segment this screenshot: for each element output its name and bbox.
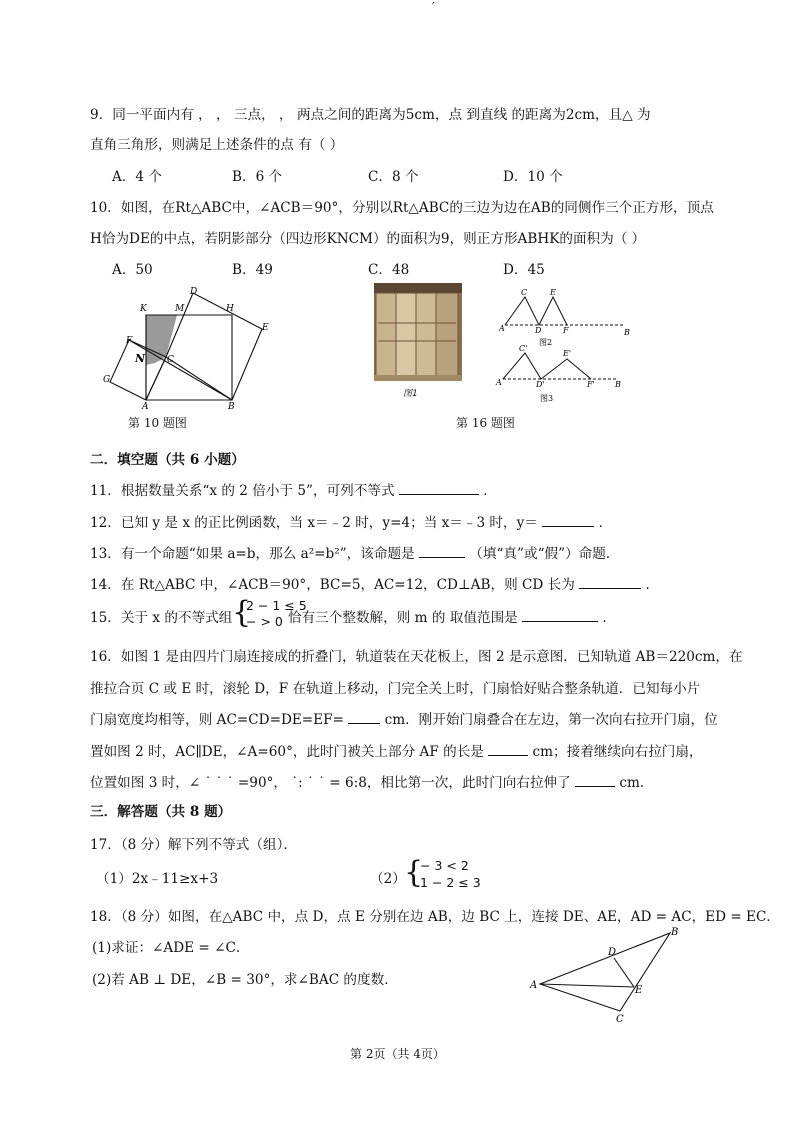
- fig10-label-e: E: [262, 323, 269, 333]
- q10-option-a: A．50: [112, 262, 153, 278]
- q17-row2: 1 − 2 ≤ 3: [420, 875, 481, 890]
- fig18-line-ae: [540, 984, 634, 987]
- q16-line5a: 位置如图 3 时，∠ ˙ ˙ ˙ =90°， ˙: ˙ ˙ = 6:8，相比第一次，此时门向右拉伸了: [90, 775, 571, 791]
- q15-answer-blank[interactable]: [522, 607, 598, 622]
- fig18-triangle-abc: [540, 933, 670, 1011]
- fig16-fig2-label-e: E: [550, 288, 556, 297]
- fig16-fig2-label-c: C: [521, 288, 528, 297]
- q17-text: 17．（8 分）解下列不等式（组）．: [90, 837, 297, 853]
- fig10-line-fn: [129, 340, 232, 400]
- fig16-fig3-label-f: F': [587, 380, 595, 389]
- page-footer: 第 2页（共 4页）: [350, 1047, 445, 1061]
- section2-heading: 二．填空题（共 6 小题）: [90, 452, 245, 468]
- fig18-label-b: B: [671, 927, 679, 938]
- q18-part1: (1)求证：∠ADE = ∠C．: [92, 940, 250, 956]
- q10-line2: H恰为DE的中点，若阴影部分（四边形KNCM）的面积为9，则正方形ABHK的面积为（ ）: [90, 231, 646, 247]
- q10-line1: 10．如图，在Rt△ABC中，∠ACB＝90°，分别以Rt△ABC的三边为边在AB的同侧作三个正方形，顶点: [90, 200, 714, 216]
- fig10-label-n: N: [135, 352, 146, 365]
- q17-part1: （1）2x﹣11≥x+3: [96, 871, 219, 887]
- q14-answer-blank[interactable]: [579, 574, 641, 589]
- fig10-label-g: G: [103, 375, 111, 385]
- q17-row1: − 3 < 2: [420, 858, 469, 873]
- q15-text: 15．关于 x 的不等式组: [90, 610, 233, 626]
- header-mark: ′: [432, 0, 435, 14]
- fig16-fig3-label-c: C': [519, 344, 528, 353]
- q18-text: 18．（8 分）如图，在△ABC 中，点 D，点 E 分别在边 AB，边 BC 上，连接 DE、AE，AD = AC，ED = EC．: [90, 909, 780, 925]
- fig16-diagram2: [495, 285, 635, 347]
- fig10-diagram: [95, 285, 275, 410]
- fig18-label-e: E: [635, 985, 643, 996]
- q9-option-a: A．4 个: [112, 169, 162, 185]
- q11-text: 11．根据数量关系“x 的 2 倍小于 5”，可列不等式: [90, 483, 395, 499]
- q16-line4: [90, 740, 703, 760]
- q16-line5: [90, 771, 644, 791]
- q16-line4a: 置如图 2 时，AC∥DE，∠A=60°，此时门被关上部分 AF 的长是: [90, 744, 484, 760]
- q16-blank3[interactable]: [575, 772, 615, 787]
- q16-blank2[interactable]: [488, 741, 528, 756]
- q9-option-b: B．6 个: [232, 169, 283, 185]
- fig16-fig2-label-d: D: [535, 326, 542, 335]
- fig18-label-c: C: [616, 1014, 624, 1025]
- fig10-label-h: H: [226, 304, 234, 314]
- q12-answer-blank[interactable]: [542, 512, 594, 527]
- q9-line2: 直角三角形，则满足上述条件的点 有（ ）: [90, 137, 344, 153]
- q10-option-d: D．45: [503, 262, 545, 278]
- section3-heading: 三．解答题（共 8 题）: [90, 804, 232, 820]
- q17-brace: {: [404, 855, 424, 890]
- q16-line4b: cm；接着继续向右拉门扇，: [532, 744, 703, 760]
- q15-mid-text: 恰有三个整数解，则 m 的 取值范围是: [288, 610, 518, 626]
- fig10-label-d: D: [190, 287, 198, 297]
- q13: [90, 542, 619, 562]
- q9-line1: 9．同一平面内有 ， ， 三点， ， 两点之间的距离为5cm，点 到直线 的距离为2cm，且△ 为: [90, 107, 651, 123]
- fig16-fig3-label-a: A: [496, 378, 502, 387]
- q13-answer-blank[interactable]: [419, 543, 465, 558]
- fig18-line-de: [614, 958, 634, 987]
- fig10-label-m: M: [175, 304, 185, 314]
- q10-option-c: C．48: [368, 262, 410, 278]
- fig16-img1-label: 图1: [403, 389, 418, 399]
- q12: [90, 511, 612, 531]
- q17-part2-label: （2）: [370, 871, 406, 887]
- q15-row2: − > 0: [246, 614, 283, 629]
- fig10-caption: 第 10 题图: [128, 416, 187, 430]
- q11-tail: ．: [483, 483, 497, 499]
- q11-answer-blank[interactable]: [399, 480, 479, 495]
- fig16-fig3-label-e: E': [563, 349, 572, 358]
- fig16-img3-label: 图3: [540, 394, 554, 403]
- q16-line3a: 门扇宽度均相等，则 AC=CD=DE=EF=: [90, 712, 344, 728]
- fig10-label-c: C: [167, 355, 174, 365]
- q15-brace: {: [232, 595, 252, 630]
- fig18-diagram: [528, 925, 688, 1025]
- fig16-caption: 第 16 题图: [456, 416, 515, 430]
- q13-text: 13．有一个命题“如果 a=b，那么 a²=b²”，该命题是: [90, 546, 415, 562]
- q16-line5b: cm.: [619, 775, 645, 791]
- fig16-door-photo: [374, 283, 462, 381]
- q14-text: 14．在 Rt△ABC 中，∠ACB＝90°，BC=5，AC=12，CD⊥AB，则 CD 长为: [90, 577, 575, 593]
- fig16-fig3-label-d: D': [536, 380, 545, 389]
- q12-text: 12．已知 y 是 x 的正比例函数，当 x＝﹣2 时，y=4；当 x＝﹣3 时，y＝: [90, 515, 538, 531]
- fig16-fig2-label-b: B: [624, 328, 630, 337]
- fig10-label-b: B: [228, 402, 235, 410]
- q10-option-b: B．49: [232, 262, 273, 278]
- q15-mid: [288, 606, 616, 626]
- fig10-label-a: A: [142, 402, 149, 410]
- fig16-fig3-label-b: B: [615, 380, 621, 389]
- q13-tail: （填“真”或“假”）命题．: [469, 546, 620, 562]
- q9-option-d: D．10 个: [503, 169, 563, 185]
- q16-line3: [90, 708, 718, 728]
- q18-part2: (2)若 AB ⊥ DE，∠B = 30°，求∠BAC 的度数．: [92, 972, 398, 988]
- fig18-label-d: D: [608, 947, 617, 958]
- fig16-fig2-label-a: A: [499, 324, 505, 333]
- q9-option-c: C．8 个: [368, 169, 419, 185]
- q16-blank1[interactable]: [348, 709, 380, 724]
- q15-row1: 2 − 1 ≤ 5: [246, 598, 307, 613]
- q11: [90, 479, 497, 499]
- q14-tail: ．: [645, 577, 660, 593]
- fig16-fig2-label-f: F: [563, 326, 569, 335]
- fig16-img2-label: 图2: [539, 338, 553, 347]
- fig18-label-a: A: [530, 980, 538, 991]
- fig10-label-f: F: [126, 336, 133, 346]
- q16-line3b: cm．刚开始门扇叠合在左边，第一次向右拉开门扇，位: [384, 712, 718, 728]
- q16-line1: 16．如图 1 是由四片门扇连接成的折叠门，轨道装在天花板上，图 2 是示意图．已知轨道 AB＝220cm，在: [90, 649, 743, 665]
- q14: [90, 573, 659, 593]
- fig10-label-k: K: [140, 304, 147, 314]
- q16-line2: 推拉合页 C 或 E 时，滚轮 D，F 在轨道上移动，门完全关上时，门扇恰好贴合整条轨道．已知每小片: [90, 681, 701, 697]
- q15-tail: ．: [602, 610, 617, 626]
- q12-tail: ．: [598, 515, 613, 531]
- fig16-diagram3: [495, 343, 635, 405]
